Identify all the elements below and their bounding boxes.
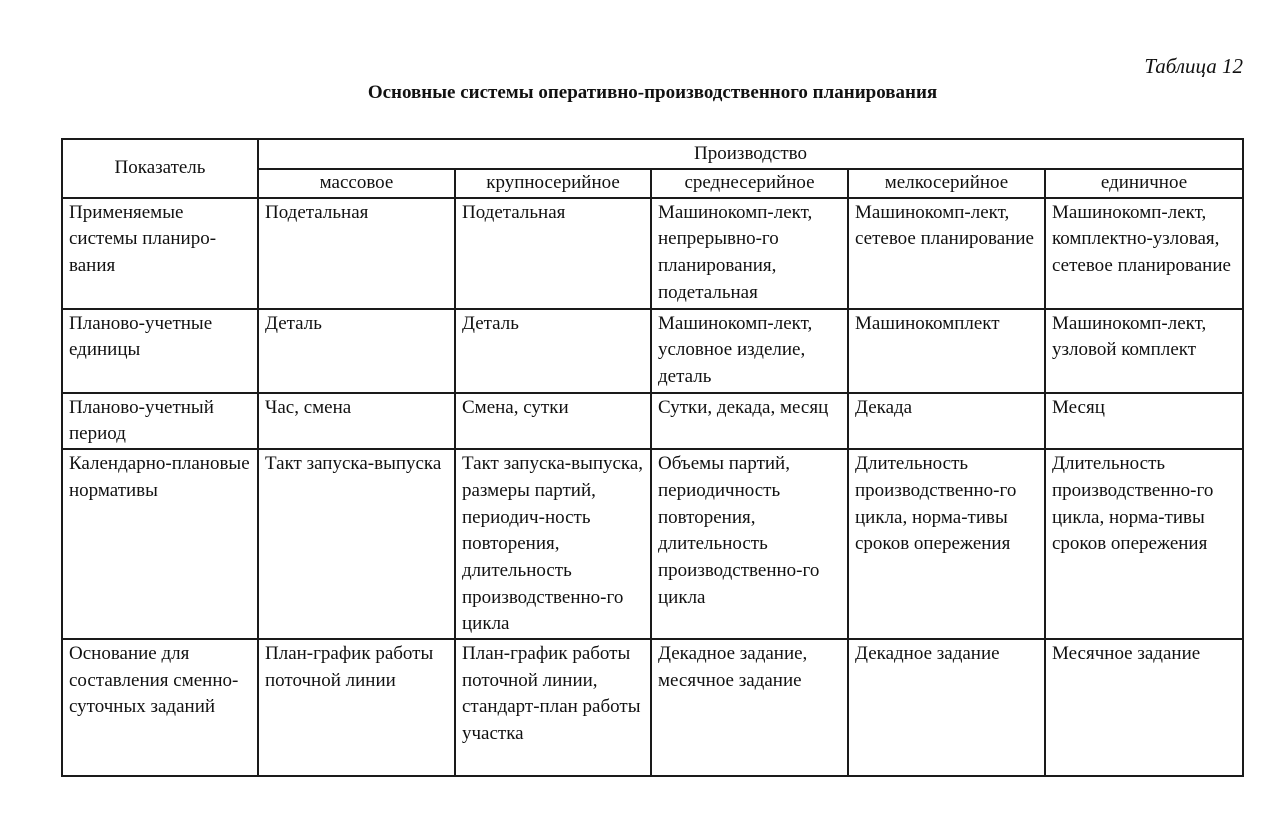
table-cell: Подетальная [455,198,651,309]
table-cell: Месячное задание [1045,639,1243,776]
table-cell: Объемы партий, периодичность повторения, длительность производственно-го цикла [651,449,848,639]
table-row [62,309,1243,393]
column-header-mass: массовое [258,169,455,198]
table-cell: Такт запуска-выпуска, размеры партий, периодич-ность повторения, длительность производственно-го цикла [455,449,651,639]
column-header-large-series: крупносерийное [455,169,651,198]
table-cell: Длительность производственно-го цикла, норма-тивы сроков опережения [848,449,1045,639]
table-cell: Длительность производственно-го цикла, норма-тивы сроков опережения [1045,449,1243,639]
table-cell: Декада [848,393,1045,449]
table-cell: Смена, сутки [455,393,651,449]
table-cell: Машинокомплект [848,309,1045,393]
row-label: Планово-учетный период [62,393,258,449]
table-row [62,393,1243,449]
row-label: Применяемые системы планиро-вания [62,198,258,309]
table-row [62,198,1243,309]
table-row [62,639,1243,776]
table-cell: Машинокомп-лект, условное изделие, деталь [651,309,848,393]
table-cell: Декадное задание, месячное задание [651,639,848,776]
table-cell: Сутки, декада, месяц [651,393,848,449]
table-cell: План-график работы поточной линии [258,639,455,776]
table-cell: Месяц [1045,393,1243,449]
table-cell: Час, смена [258,393,455,449]
indicator-header: Показатель [62,139,258,198]
table-cell: Деталь [455,309,651,393]
table-cell: Деталь [258,309,455,393]
table-cell: Машинокомп-лект, непрерывно-го планирования, подетальная [651,198,848,309]
column-header-single: единичное [1045,169,1243,198]
production-header: Производство [258,139,1243,169]
row-label: Календарно-плановые нормативы [62,449,258,639]
table-cell: Машинокомп-лект, сетевое планирование [848,198,1045,309]
column-header-medium-series: среднесерийное [651,169,848,198]
table-cell: Подетальная [258,198,455,309]
table-number: Таблица 12 [1144,54,1243,78]
planning-systems-table [61,138,1244,777]
row-label: Основание для составления сменно-суточных заданий [62,639,258,776]
table-cell: План-график работы поточной линии, стандарт-план работы участка [455,639,651,776]
table-title: Основные системы оперативно-производственного планирования [367,82,938,103]
table-cell: Машинокомп-лект, узловой комплект [1045,309,1243,393]
row-label: Планово-учетные единицы [62,309,258,393]
table-cell: Машинокомп-лект, комплектно-узловая, сетевое планирование [1045,198,1243,309]
column-header-small-series: мелкосерийное [848,169,1045,198]
header-row [62,139,1243,169]
table-row [62,449,1243,639]
table-cell: Такт запуска-выпуска [258,449,455,639]
table-cell: Декадное задание [848,639,1045,776]
